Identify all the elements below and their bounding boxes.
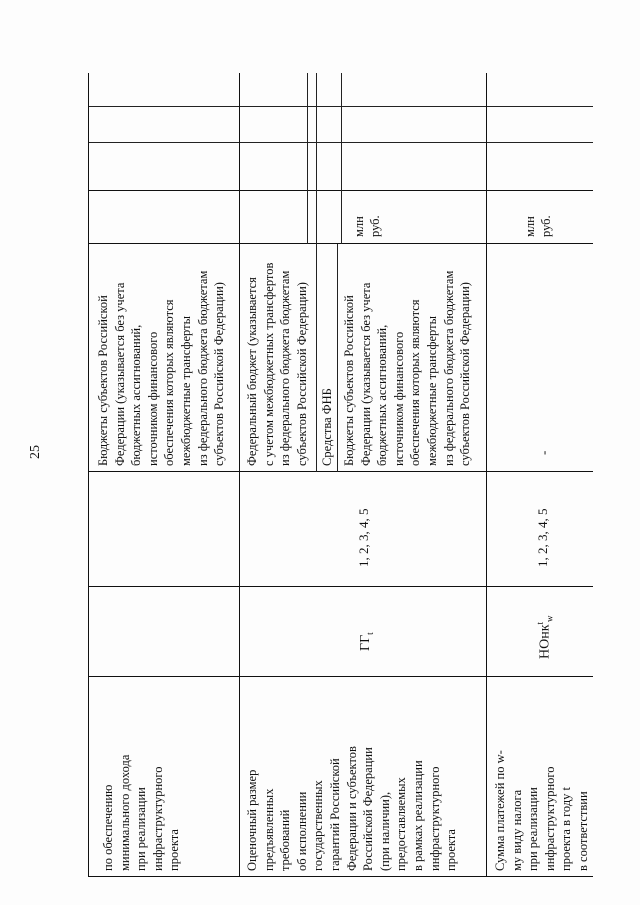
row3-symbol: НОнк$^t_w$ bbox=[535, 615, 555, 659]
col-separator bbox=[88, 471, 593, 472]
sub-separator bbox=[316, 73, 317, 244]
sub-separator bbox=[316, 244, 317, 472]
col-separator bbox=[88, 586, 593, 587]
row2-description: Оценочный размер предъявленных требований об исполнении государственных гарантий Российской Федерации и субъектов Российской Федерации (при наличии), предоставляемых в рамках реализации инфраструктурного проекта bbox=[245, 746, 459, 871]
row3-unit: млн руб. bbox=[523, 215, 553, 237]
sub-separator bbox=[307, 73, 308, 244]
row2-source-federal: Федеральный бюджет (указывается с учетом межбюджетных трансфертов из федерального бюджета бюджетам субъектов Российской Федерации) bbox=[245, 262, 309, 466]
table-border-top bbox=[88, 73, 89, 877]
rotated-table bbox=[88, 73, 593, 877]
page-number: 25 bbox=[28, 445, 43, 459]
sub-separator bbox=[341, 73, 342, 244]
row2-source-fnb: Средства ФНБ bbox=[320, 388, 334, 466]
row2-source-regional: Бюджеты субъектов Российской Федерации (указывается без учета бюджетных ассигнований, источником финансового обеспечения которых являются межбюджетные трансферты из федерального бюджета бюджетам субъектов Российской Федерации) bbox=[342, 270, 473, 466]
row-separator bbox=[239, 73, 240, 877]
row3-description: Сумма платежей по w- му виду налога при реализации инфраструктурного проекта в году t в соответствии bbox=[493, 750, 590, 871]
col-separator bbox=[88, 676, 593, 677]
row-separator bbox=[486, 73, 487, 877]
row2-ref: 1, 2, 3, 4, 5 bbox=[356, 508, 371, 567]
table-border-left bbox=[88, 876, 593, 877]
row1-description: по обеспечению минимального дохода при реализации инфраструктурного проекта bbox=[101, 754, 182, 871]
row3-ref: 1, 2, 3, 4, 5 bbox=[535, 508, 550, 567]
row1-source: Бюджеты субъектов Российской Федерации (указывается без учета бюджетных ассигнований, источником финансового обеспечения которых являются межбюджетные трансферты из федерального бюджета бюджетам субъектов Российской Федерации) bbox=[96, 270, 227, 466]
sub-separator bbox=[337, 244, 338, 472]
row3-source: - bbox=[536, 450, 551, 455]
row2-unit: млн руб. bbox=[352, 215, 382, 237]
row2-symbol: $ГГ_t$ bbox=[358, 632, 375, 651]
